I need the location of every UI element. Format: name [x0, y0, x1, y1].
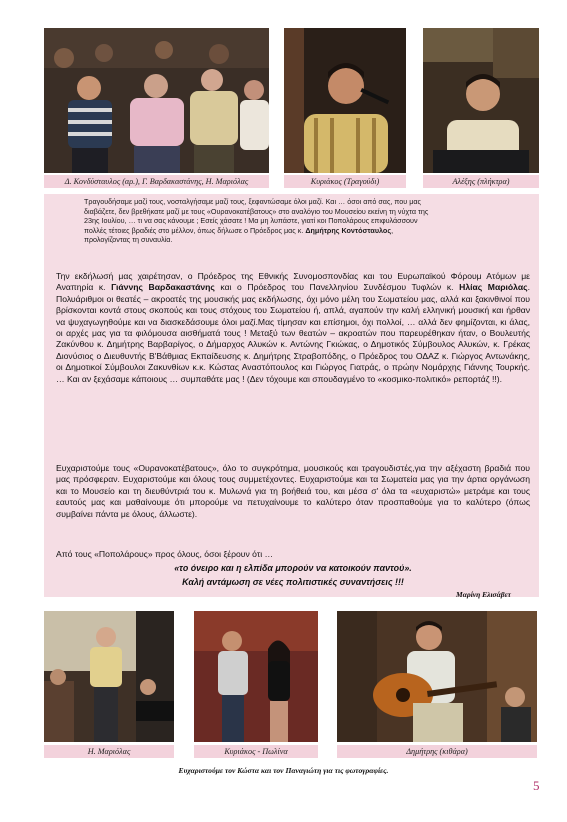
- photo-mariolas: [44, 611, 174, 742]
- p1-a: Την εκδήλωσή μας χαιρέτησαν, ο Πρόεδρος της Εθνικής Συνομοσπονδίας και του Ευρωπαϊκού Φόρουμ Ατόμων με Αναπηρία κ.: [56, 271, 530, 293]
- caption-duet: Κυριάκος - Πωλίνα: [194, 745, 318, 758]
- caption-guitarist: Δημήτρης (κιθάρα): [337, 745, 537, 758]
- p1-c: και ο Πρόεδρος του Πανελληνίου Συνδέσμου Τυφλών κ.: [214, 282, 460, 293]
- photo-mariolas-image: [44, 611, 174, 742]
- photo-officials: [44, 28, 269, 173]
- article-background: [44, 194, 539, 597]
- caption-mariolas: Η. Μαριόλας: [44, 745, 174, 758]
- photo-duet-image: [194, 611, 318, 742]
- photo-singer: [284, 28, 406, 173]
- photo-guitarist-image: [337, 611, 537, 742]
- intro-line-5: προλογίζοντας τη συναυλία.: [84, 235, 173, 245]
- closing-line: Καλή αντάμωση σε νέες πολιτιστικές συναντήσεις !!!: [182, 577, 404, 587]
- paragraph-thanks-text: Ευχαριστούμε τους «Ουρανοκατέβατους», όλο το συγκρότημα, μουσικούς και τραγουδιστές,για την αξέχαστη βραδιά που μας πρόσφεραν. Ευχαριστούμε και όλους τους συμμετέχοντες. Ευχαριστούμε και τα Σωματεία μας για την άρτια οργάνωση και το Μουσείο και τη διευθύντριά του κ. Μυλωνά για τη βοήθειά του, και μέσα σ' όλα τα «ευχαριστώ» μετράμε και τους εαυτούς μας και μαθαίνουμε ότι μπορούμε να πετυχαίνουμε το καλύτερο όταν προσπαθούμε για το καλύτερο (όπως συμβαίνει πάντα με όλους, άλλωστε).: [56, 463, 530, 519]
- intro-line-4-comma: ,: [391, 225, 394, 235]
- intro-line-2: διαβάζετε, δεν βρεθήκατε μαζί με τους «Ουρανοκατέβατους» στο αναλόγιο του Μουσείου εκείνη τη νύχτα της: [84, 206, 429, 216]
- intro-line-3: 23ης Ιουλίου, … τι να σας κάνουμε ; Εσείς χάσατε ! Μα μη λυπάστε, γιατί κοι Ποπολάρους επιφυλάσσουν: [84, 216, 418, 226]
- photo-guitarist: [337, 611, 537, 742]
- caption-keyboardist: Αλέξης (πλήκτρα): [423, 175, 539, 188]
- photo-keyboardist: [423, 28, 539, 173]
- caption-officials: Δ. Κονδύσταυλος (αρ.), Γ. Βαρδακαστάνης, Η. Μαριόλας: [44, 175, 269, 188]
- photo-credits: Ευχαριστούμε τον Κώστα και τον Παναγιώτη για τις φωτογραφίες.: [178, 766, 389, 775]
- paragraph-thanks: [56, 463, 530, 520]
- author: Μαρίνη Ελισάβετ: [456, 590, 511, 599]
- caption-singer: Κυριάκος (Τραγούδι): [284, 175, 406, 188]
- page-number: 5: [533, 778, 540, 793]
- p1-e: . Πολυάριθμοι οι θεατές – ακροατές της μουσικής μας εκδήλωσης, όχι μόνο μέλη του Σωματείου μας, αλλά και ξακινθινοί που βρίσκονται κοντά στους σκοπούς και τους στόχους του Σωματείου ή, απλά, αγαπούν την καλή ελληνική μουσική και ήρθαν να ψυχαγωγηθούμε και να διασκεδάσουμε όλοι μαζί.Μας τίμησαν και επίσημοι, όχι πολλοί, … αλλά δεν φημίζονται, κι άλας, οι αρχές μας για τα φιλόμουσα αισθήματά τους ! Μεταξύ των θεατών – ακροατών που παρευρέθηκαν ήταν, ο Βουλευτής Ζακύνθου κ. Δημήτρης Βαρβαρίγος, ο Δήμαρχος Αλυκών κ. Αντώνης Γκιώκας, ο Δημοτικός Σύμβουλος Αλυκών, κ. Γρέκας Διονύσιος ο Διευθυντής Β'Βάθμιας Εκπαίδευσης κ. Δημήτρης Στραβοπόδης, ο Πρόεδρος του ΟΔΑΖ κ. Γιώργος Αντωνάκης, οι Δημοτικοί Σύμβουλοι Ζακυνθίων κ.κ. Κώστας Αναστόπουλος και Γιώργος Γιατράς, ο πρώην Νομάρχης Γιάννης Τουρκής. … Και αν ξεχάσαμε κάποιους … συμπαθάτε μας ! (Δεν τόχουμε και σπουδαγμένο το «κοσμικο-πολιτικό» ρεπορτάζ !!).: [56, 282, 531, 384]
- motto: «το όνειρο και η ελπίδα μπορούν να κατοικούν παντού».: [174, 563, 412, 573]
- intro-paragraph: [84, 197, 494, 245]
- photo-duet: [194, 611, 318, 742]
- p1-vardakastanis: Γιάννης Βαρδακαστάνης: [111, 282, 215, 293]
- photo-officials-image: [44, 28, 269, 173]
- p1-mariolas: Ηλίας Μαριόλας: [459, 282, 528, 293]
- intro-line-4: [84, 226, 494, 236]
- paragraph-popolaroi-text: Από τους «Ποπολάρους» προς όλους, όσοι ξέρουν ότι …: [56, 549, 274, 559]
- intro-line-4-text: πολλές τέτοιες βραδιές στο μέλλον, όπως δήλωσε ο Πρόεδρος μας κ.: [84, 225, 306, 235]
- president-name: Δημήτρης Κοντόσταυλος: [305, 225, 392, 235]
- paragraph-greetings-text: [56, 271, 530, 385]
- photo-keyboardist-image: [423, 28, 539, 173]
- paragraph-greetings: [56, 271, 530, 385]
- photo-singer-image: [284, 28, 406, 173]
- intro-line-1: Τραγουδήσαμε μαζί τους, νοσταλγήσαμε μαζί τους, ξεφαντώσαμε όλοι μαζί. Και … όσοι από σας, που μας: [84, 197, 421, 206]
- paragraph-popolaroi: [56, 549, 530, 560]
